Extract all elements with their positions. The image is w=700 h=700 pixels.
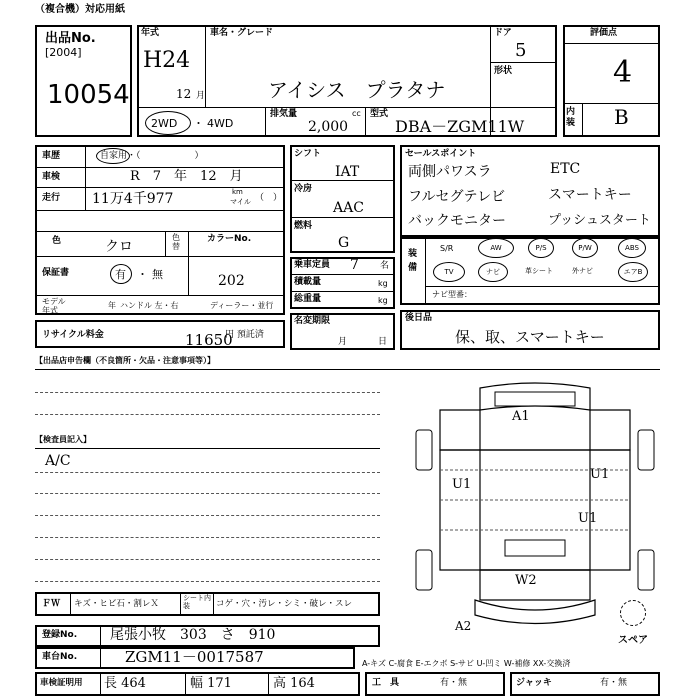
damage-mark-u1-left: U1 bbox=[452, 477, 472, 492]
displacement-label: 排気量 bbox=[270, 109, 298, 119]
lot-label: 出品No. bbox=[45, 31, 96, 46]
history-value: 自家用・（ ） bbox=[100, 151, 204, 161]
sales-point-5: バックモニター bbox=[408, 213, 506, 229]
interior-value: B bbox=[614, 105, 629, 129]
cert-width: 幅 171 bbox=[190, 676, 232, 691]
recycle-value: 11650 bbox=[185, 331, 233, 349]
drive-2wd-circle bbox=[145, 111, 191, 135]
warranty-sep: ・ bbox=[137, 268, 148, 281]
damage-mark-u1-right-top: U1 bbox=[590, 467, 610, 482]
damage-mark-a1: A1 bbox=[512, 409, 530, 424]
jack-label: ジャッキ bbox=[516, 678, 552, 688]
equip-leather: 革シート bbox=[525, 267, 553, 275]
equip-ext-navi: 外ナビ bbox=[572, 267, 593, 275]
inspection-value: R 7 年 12 月 bbox=[130, 169, 243, 184]
door-value: 5 bbox=[515, 40, 527, 61]
capacity-label: 乗車定員 bbox=[294, 260, 331, 270]
mileage-unit-bottom: マイル bbox=[230, 198, 251, 206]
shape-label: 形状 bbox=[494, 66, 513, 76]
warranty-circle bbox=[110, 264, 132, 284]
interior-label: 内装 bbox=[566, 107, 576, 128]
inspector-value: A/C bbox=[45, 453, 71, 469]
load-unit: kg bbox=[378, 279, 388, 288]
name-label: 車名・グレード bbox=[210, 28, 274, 38]
shift-value: IAT bbox=[335, 164, 360, 180]
fw-label: ＦＷ bbox=[42, 599, 61, 609]
load-label: 積載量 bbox=[294, 277, 322, 287]
damage-mark-a2: A2 bbox=[455, 619, 472, 633]
displacement-value: 2,000 bbox=[308, 119, 349, 135]
recycle-label: リサイクル料金 bbox=[42, 330, 104, 340]
dealer-label: ディーラー・並行 bbox=[210, 301, 274, 310]
equip-navi: ナビ bbox=[478, 262, 508, 282]
car-diagram bbox=[410, 370, 660, 640]
equip-airbag: エアB bbox=[618, 262, 648, 282]
spare-tire-icon bbox=[620, 600, 646, 626]
displacement-unit: cc bbox=[352, 109, 361, 118]
sales-point-4: スマートキー bbox=[548, 187, 632, 203]
tools-label: 工 具 bbox=[372, 678, 400, 688]
color-no-label: カラーNo. bbox=[207, 234, 252, 244]
damage-mark-w2: W2 bbox=[515, 573, 537, 588]
rating-label: 評価点 bbox=[590, 28, 618, 38]
reg-label: 登録No. bbox=[42, 630, 78, 640]
month-value: 12 bbox=[176, 87, 192, 101]
sales-point-1: 両側パワスラ bbox=[408, 164, 492, 180]
drive-sep: ・ bbox=[193, 117, 204, 130]
navi-label: ナビ型番： bbox=[432, 290, 472, 299]
door-label: ドア bbox=[494, 28, 512, 38]
sales-point-3: フルセグテレビ bbox=[408, 189, 506, 205]
mileage-unit-top: km bbox=[232, 188, 243, 196]
model-label: 型式 bbox=[370, 109, 389, 119]
equip-pw: P/W bbox=[572, 238, 598, 258]
history-circle bbox=[96, 148, 130, 164]
model-year-suffix: 年 bbox=[108, 301, 116, 310]
chassis-label: 車台No. bbox=[42, 652, 78, 662]
equip-aw: AW bbox=[478, 238, 514, 258]
fuel-value: G bbox=[338, 235, 350, 251]
cert-length: 長 464 bbox=[104, 676, 146, 691]
form-title: （複合機）対応用紙 bbox=[35, 4, 125, 15]
color-no-value: 202 bbox=[218, 273, 245, 289]
year-label: 年式 bbox=[141, 28, 160, 38]
equip-sr: S/R bbox=[440, 244, 454, 253]
sales-label: セールスポイント bbox=[405, 149, 477, 159]
color-value: クロ bbox=[105, 239, 133, 255]
seat-label: シート内装 bbox=[183, 594, 211, 610]
drive-2wd: 2WD bbox=[151, 117, 178, 130]
chassis-value: ZGM11－0017587 bbox=[125, 648, 264, 666]
model-value: DBA－ZGM11W bbox=[395, 117, 525, 136]
spare-label: スペア bbox=[618, 635, 648, 646]
ac-label: 冷房 bbox=[294, 184, 313, 194]
mileage-paren: （ ） bbox=[255, 193, 283, 203]
equip-abs: ABS bbox=[618, 238, 646, 258]
warranty-yes: 有 bbox=[115, 268, 126, 281]
lot-box bbox=[35, 25, 132, 137]
damage-codes-1: キズ・ヒビ石・割レＸ bbox=[74, 599, 159, 609]
lot-number: 10054 bbox=[47, 80, 130, 110]
fuel-label: 燃料 bbox=[294, 221, 313, 231]
weight-label: 総重量 bbox=[294, 294, 322, 304]
name-change-day: 日 bbox=[378, 337, 388, 347]
mileage-value: 11万4千977 bbox=[92, 191, 174, 207]
equip-ps: P/S bbox=[528, 238, 554, 258]
equip-tv: TV bbox=[433, 262, 465, 282]
year-value: H24 bbox=[143, 48, 191, 73]
inspection-label: 車検 bbox=[42, 172, 61, 182]
cert-label: 車検証明用 bbox=[40, 678, 83, 688]
later-label: 後日品 bbox=[405, 313, 433, 323]
weight-unit: kg bbox=[378, 296, 388, 305]
name-change-label: 名変期限 bbox=[294, 316, 331, 326]
jack-value: 有・無 bbox=[600, 678, 628, 688]
equip-label: 装備 bbox=[408, 249, 418, 273]
name-value: アイシス プラタナ bbox=[268, 78, 446, 102]
color-change-label: 色替 bbox=[172, 233, 180, 251]
name-change-month: 月 bbox=[338, 337, 348, 347]
tools-value: 有・無 bbox=[440, 678, 468, 688]
damage-legend: A-キズ C-腐食 E-エクボ S-サビ U-凹ミ W-補修 XX-交換済 bbox=[362, 659, 571, 668]
ac-value: AAC bbox=[333, 200, 364, 216]
inspector-label: 【検査員記入】 bbox=[35, 435, 91, 444]
month-unit: 月 bbox=[196, 91, 206, 101]
sales-point-6: プッシュスタート bbox=[548, 213, 651, 228]
drive-4wd: 4WD bbox=[207, 117, 234, 130]
seller-notes-label: 【出品店申告欄（不良箇所・欠品・注意事項等）】 bbox=[35, 356, 215, 365]
handle-label: ハンドル 左・右 bbox=[120, 301, 179, 310]
capacity-value: 7 bbox=[350, 257, 359, 273]
damage-codes-2: コゲ・穴・汚レ・シミ・破レ・スレ bbox=[216, 599, 353, 609]
sales-point-2: ETC bbox=[550, 161, 581, 177]
capacity-unit: 名 bbox=[380, 261, 390, 271]
damage-mark-u1-right-bottom: U1 bbox=[578, 511, 598, 526]
rating-value: 4 bbox=[613, 55, 633, 90]
lot-sub: [2004] bbox=[45, 46, 82, 59]
warranty-label: 保証書 bbox=[42, 268, 70, 278]
mileage-label: 走行 bbox=[42, 193, 61, 203]
cert-height: 高 164 bbox=[273, 676, 315, 691]
model-year-label: モデル年式 bbox=[42, 297, 66, 315]
history-label: 車歴 bbox=[42, 151, 61, 161]
warranty-no: 無 bbox=[152, 268, 163, 281]
shift-label: シフト bbox=[294, 149, 322, 159]
recycle-suffix: 円 預託済 bbox=[225, 330, 264, 340]
reg-value: 尾張小牧 303 さ 910 bbox=[110, 627, 276, 643]
color-label: 色 bbox=[52, 236, 62, 246]
later-value: 保、取、スマートキー bbox=[455, 328, 605, 346]
